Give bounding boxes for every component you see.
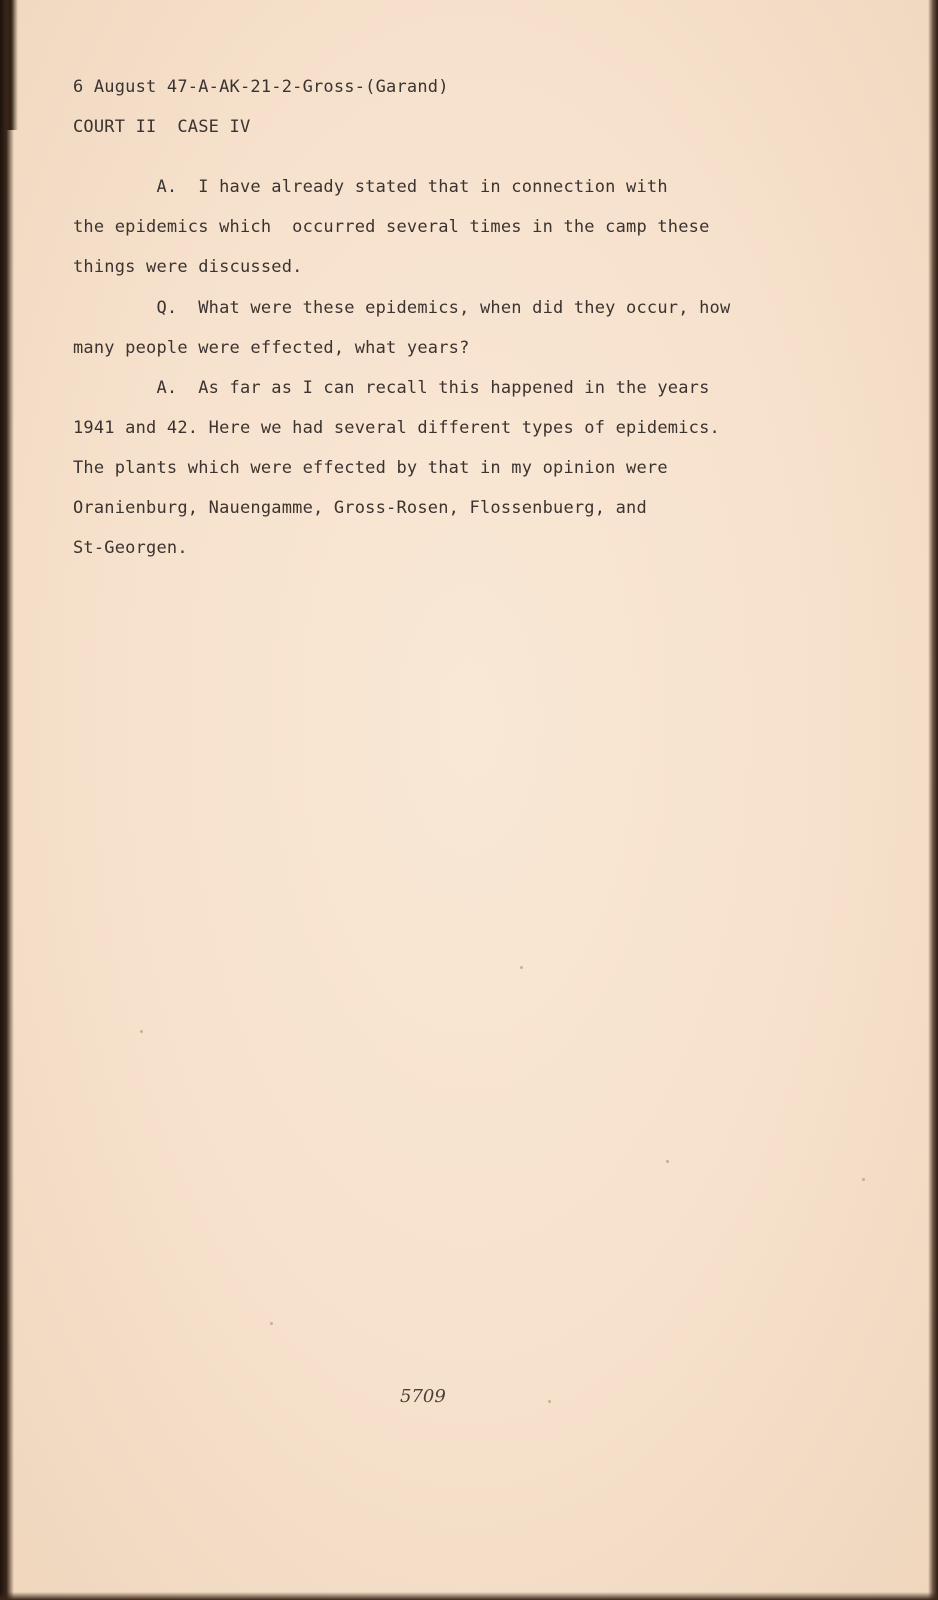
body-line-5: many people were effected, what years? xyxy=(73,338,470,358)
body-line-9: Oranienburg, Nauengamme, Gross-Rosen, Flossenbuerg, and xyxy=(73,498,647,518)
scan-edge-shadow-left xyxy=(0,0,14,1600)
header-docket-line: 6 August 47-A-AK-21-2-Gross-(Garand) xyxy=(73,77,449,97)
paper-speck xyxy=(666,1160,669,1163)
body-line-4: Q. What were these epidemics, when did they occur, how xyxy=(73,298,731,318)
body-line-3: things were discussed. xyxy=(73,257,303,277)
body-line-6: A. As far as I can recall this happened in the years xyxy=(73,378,710,398)
paper-speck xyxy=(548,1400,551,1403)
paper-speck xyxy=(862,1178,865,1181)
scan-edge-shadow-right xyxy=(928,0,938,1600)
scan-edge-shadow-bottom xyxy=(0,1592,938,1600)
body-line-2: the epidemics which occurred several times in the camp these xyxy=(73,217,710,237)
body-line-7: 1941 and 42. Here we had several different types of epidemics. xyxy=(73,418,720,438)
paper-speck xyxy=(520,966,523,969)
paper-speck xyxy=(270,1322,273,1325)
page-number: 5709 xyxy=(400,1386,446,1407)
body-line-10: St-Georgen. xyxy=(73,538,188,558)
body-line-1: A. I have already stated that in connection with xyxy=(73,177,668,197)
body-line-8: The plants which were effected by that in my opinion were xyxy=(73,458,668,478)
header-court-line: COURT II CASE IV xyxy=(73,117,251,137)
paper-speck xyxy=(140,1030,143,1033)
